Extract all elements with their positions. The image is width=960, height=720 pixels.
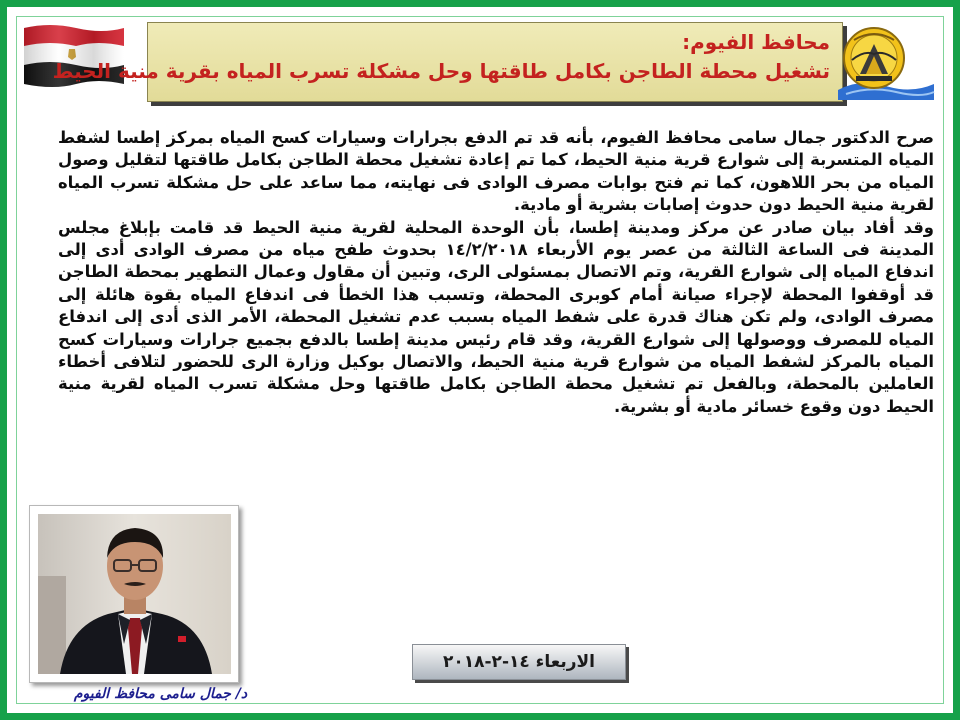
article-paragraph: صرح الدكتور جمال سامى محافظ الفيوم، بأنه قد تم الدفع بجرارات وسيارات كسح المياه بمركز إطسا لشفط المياه المتسربة إلى شوارع قرية منية الحيط، كما تم إعادة تشغيل محطة الطاجن بكامل طاقتها لتقليل وصول المياه من بحر اللاهون، كما تم فتح بوابات مصرف الوادى فى نهايته، مما ساعد على حل مشكلة تسرب المياه لقرية منية الحيط دون حدوث إصابات بشرية أو مادية. — [58, 128, 934, 215]
date-label: الاربعاء ١٤-٢-٢٠١٨ — [412, 644, 626, 680]
headline-banner — [52, 22, 843, 102]
portrait-caption: د/ جمال سامى محافظ الفيوم — [73, 686, 248, 702]
headline-title: محافظ الفيوم: — [682, 30, 830, 54]
article-body — [58, 127, 934, 477]
portrait-photo-frame — [29, 505, 239, 683]
fayoum-governorate-logo-icon — [836, 20, 936, 102]
governor-portrait-image — [38, 514, 231, 674]
article-paragraph: وقد أفاد بيان صادر عن مركز ومدينة إطسا، بأن الوحدة المحلية لقرية منية الحيط قد قامت بإبلاغ مجلس المدينة فى الساعة الثالثة من عصر يوم الأربعاء ١٤/٢/٢٠١٨ بحدوث طفح مياه من مصرف الوادى أدى إلى اندفاع المياه إلى شوارع القرية، وتم الاتصال بمسئولى الرى، وتبين أن مقاول وعمال التطهير بمحطة الطاجن قد أوقفوا المحطة لإجراء صيانة أمام كوبرى المحطة، وتسبب هذا الخطأ فى اندفاع المياه بقوة هائلة إلى مصرف الوادى، ولم تكن هناك قدرة على شفط المياه بسبب عدم تشغيل المحطة، الأمر الذى أدى إلى اندفاع المياه للمصرف ووصولها إلى شوارع القرية، وقد قام رئيس مدينة إطسا بالدفع بجميع جرارات وسيارات كسح المياه بالمركز لشفط المياه من شوارع قرية منية الحيط، والاتصال بوكيل وزارة الرى للحضور لتلافى أخطاء العاملين بالمحطة، وبالفعل تم تشغيل محطة الطاجن بكامل طاقتها وحل مشكلة تسرب المياه لقرية منية الحيط دون وقوع خسائر مادية أو بشرية. — [58, 217, 934, 416]
headline-subtitle: تشغيل محطة الطاجن بكامل طاقتها وحل مشكلة تسرب المياه بقرية منية الحيط — [52, 59, 830, 83]
